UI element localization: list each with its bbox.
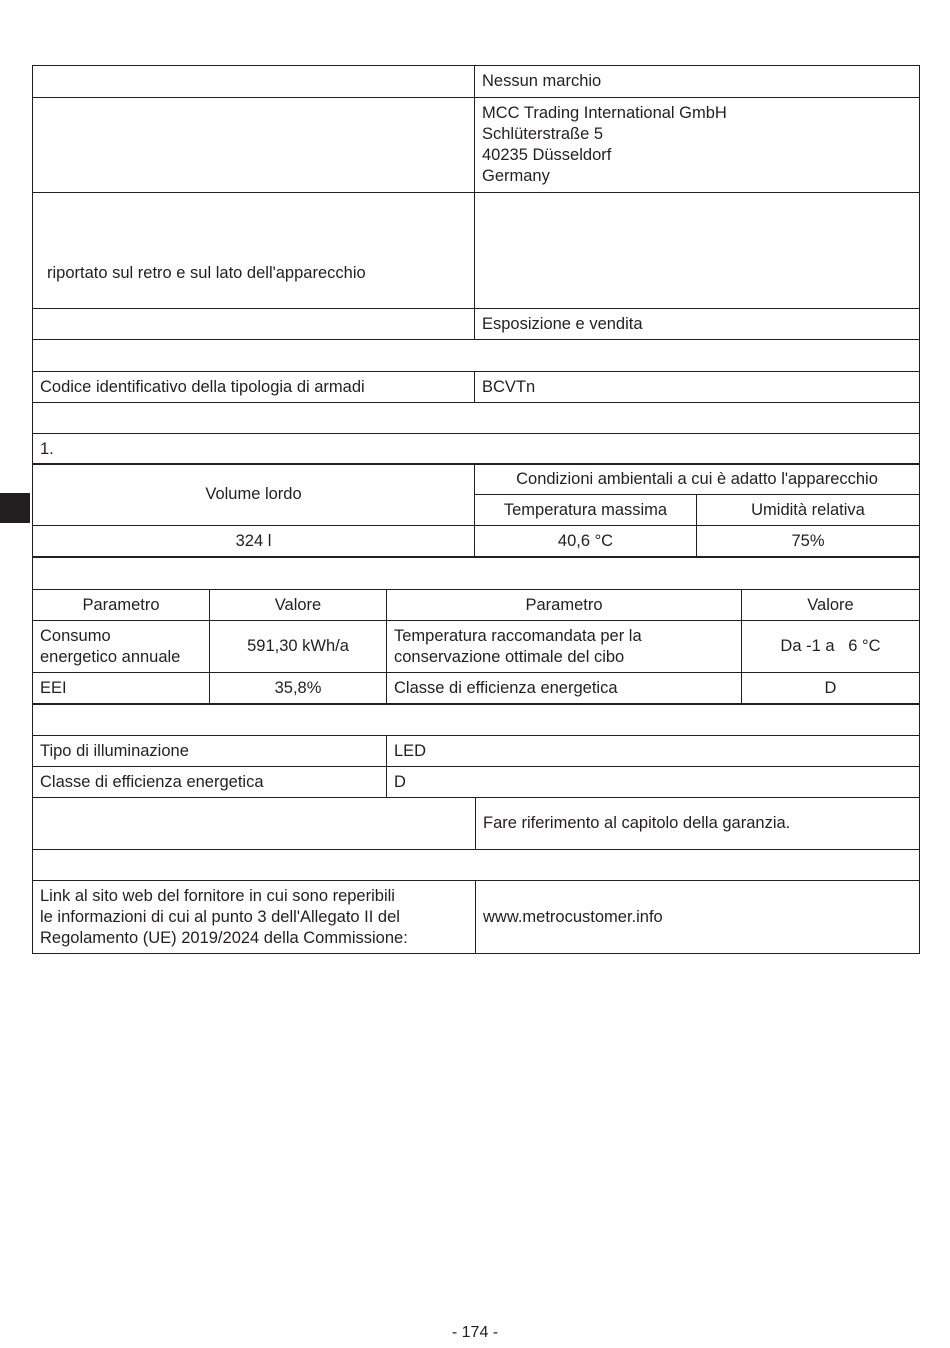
recommended-temp-value: Da -1 a 6 °C bbox=[742, 621, 920, 673]
label-line: le informazioni di cui al punto 3 dell'Allegato II del bbox=[40, 907, 400, 926]
label-line: Regolamento (UE) 2019/2024 della Commissione: bbox=[40, 928, 408, 947]
section-empty-row bbox=[33, 705, 920, 736]
model-value-cell bbox=[475, 193, 920, 309]
eei-label: EEI bbox=[33, 673, 210, 704]
lighting-class-label: Classe di efficienza energetica bbox=[33, 767, 387, 798]
trademark-row bbox=[33, 66, 920, 98]
use-row bbox=[33, 309, 920, 340]
volume-header: Volume lordo bbox=[33, 464, 475, 526]
ambient-table bbox=[32, 463, 920, 557]
params-header-row bbox=[33, 590, 920, 621]
link-row bbox=[33, 881, 920, 954]
empty-cell bbox=[33, 403, 920, 434]
warranty-row bbox=[33, 798, 920, 850]
section-number: 1. bbox=[33, 434, 920, 465]
trademark-label-cell bbox=[33, 66, 475, 98]
address-line: Germany bbox=[482, 167, 550, 185]
address-label-cell bbox=[33, 98, 475, 193]
ambient-header-row bbox=[33, 464, 920, 495]
conditions-header: Condizioni ambientali a cui è adatto l'apparecchio bbox=[475, 464, 920, 495]
consumption-value: 591,30 kWh/a bbox=[210, 621, 387, 673]
value-header: Valore bbox=[210, 590, 387, 621]
use-label-cell bbox=[33, 309, 475, 340]
page-number: - 174 - bbox=[451, 1324, 499, 1341]
parameters-table bbox=[32, 557, 920, 704]
address-line: MCC Trading International GmbH bbox=[482, 104, 727, 122]
link-label bbox=[33, 881, 476, 954]
humidity-value: 75% bbox=[697, 526, 920, 557]
warranty-table bbox=[32, 797, 920, 954]
supplier-website-link[interactable]: www.metrocustomer.info bbox=[476, 881, 920, 954]
recommended-temp-label bbox=[387, 621, 742, 673]
section-empty-row bbox=[33, 340, 920, 372]
chapter-side-tab bbox=[0, 493, 30, 523]
consumption-label bbox=[33, 621, 210, 673]
supplier-address bbox=[475, 98, 920, 193]
address-line: Schlüterstraße 5 bbox=[482, 125, 604, 143]
lighting-type-value: LED bbox=[387, 736, 920, 767]
section-empty-row bbox=[33, 558, 920, 590]
max-temp-header: Temperatura massima bbox=[475, 495, 697, 526]
trademark-value: Nessun marchio bbox=[475, 66, 920, 98]
max-temp-value: 40,6 °C bbox=[475, 526, 697, 557]
label-line: energetico annuale bbox=[40, 647, 181, 666]
energy-class-label: Classe di efficienza energetica bbox=[387, 673, 742, 704]
label-line: Temperatura raccomandata per la bbox=[394, 626, 642, 645]
section-empty-row bbox=[33, 850, 920, 881]
type-code-value: BCVTn bbox=[475, 372, 920, 403]
eei-row bbox=[33, 673, 920, 704]
empty-cell bbox=[33, 850, 920, 881]
model-row bbox=[33, 193, 920, 309]
lighting-type-row bbox=[33, 736, 920, 767]
empty-cell bbox=[33, 340, 920, 372]
empty-cell bbox=[33, 558, 920, 590]
eei-value: 35,8% bbox=[210, 673, 387, 704]
type-code-label: Codice identificativo della tipologia di armadi bbox=[33, 372, 475, 403]
empty-cell bbox=[33, 705, 920, 736]
address-line: 40235 Düsseldorf bbox=[482, 146, 612, 164]
value-header: Valore bbox=[742, 590, 920, 621]
label-line: Link al sito web del fornitore in cui sono reperibili bbox=[40, 886, 395, 905]
label-line: conservazione ottimale del cibo bbox=[394, 647, 625, 666]
warranty-value: Fare riferimento al capitolo della garanzia. bbox=[476, 798, 920, 850]
param-header: Parametro bbox=[387, 590, 742, 621]
use-value: Esposizione e vendita bbox=[475, 309, 920, 340]
supplier-table bbox=[32, 65, 920, 465]
humidity-header: Umidità relativa bbox=[697, 495, 920, 526]
lighting-table bbox=[32, 704, 920, 798]
volume-value: 324 l bbox=[33, 526, 475, 557]
warranty-label-cell bbox=[33, 798, 476, 850]
section-number-row bbox=[33, 434, 920, 465]
address-row bbox=[33, 98, 920, 193]
lighting-class-row bbox=[33, 767, 920, 798]
section-empty-row bbox=[33, 403, 920, 434]
type-code-row bbox=[33, 372, 920, 403]
ambient-value-row bbox=[33, 526, 920, 557]
lighting-class-value: D bbox=[387, 767, 920, 798]
consumption-row bbox=[33, 621, 920, 673]
model-label: riportato sul retro e sul lato dell'apparecchio bbox=[33, 193, 475, 309]
lighting-type-label: Tipo di illuminazione bbox=[33, 736, 387, 767]
energy-class-value: D bbox=[742, 673, 920, 704]
label-line: Consumo bbox=[40, 626, 111, 645]
param-header: Parametro bbox=[33, 590, 210, 621]
